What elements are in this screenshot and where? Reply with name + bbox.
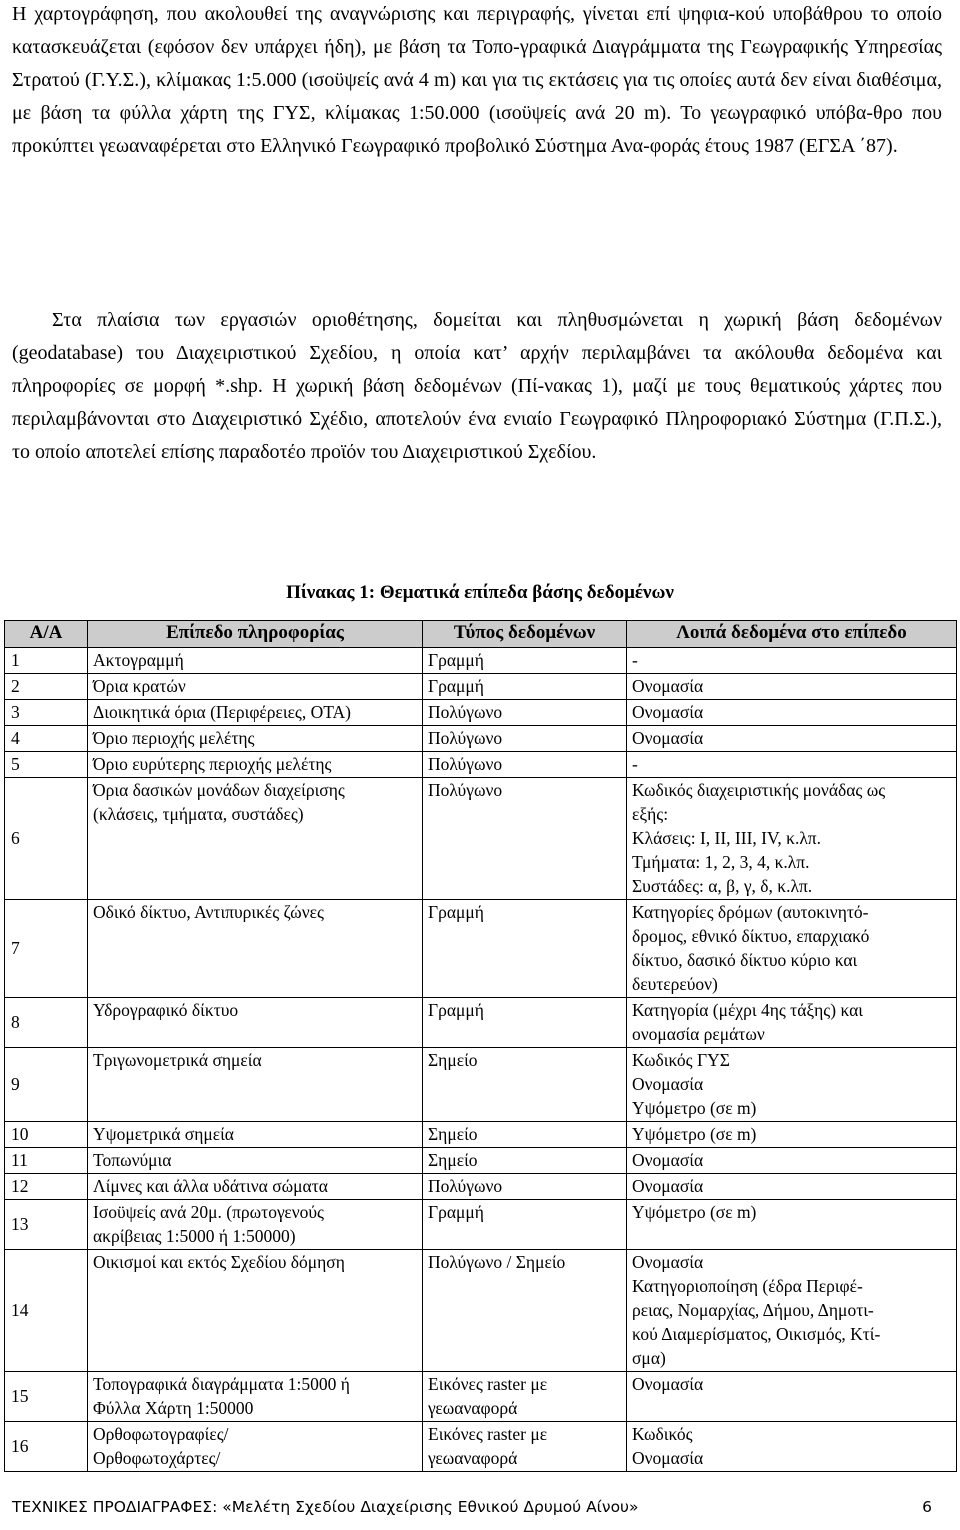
- cell-number: [5, 1148, 88, 1174]
- cell-layer: [88, 998, 423, 1048]
- cell-other-data-text: Κατηγορία (μέχρι 4ης τάξης) και ονομασία ρεμάτων: [632, 1000, 863, 1044]
- cell-layer: [88, 1200, 423, 1250]
- cell-other-data-text: Κωδικός Ονομασία: [632, 1424, 704, 1468]
- cell-layer: [88, 1048, 423, 1122]
- cell-data-type-text: Σημείο: [428, 1050, 478, 1070]
- table-row: [5, 1048, 957, 1122]
- cell-number: [5, 998, 88, 1048]
- cell-number-text: 15: [11, 1386, 29, 1406]
- cell-layer: [88, 1148, 423, 1174]
- cell-data-type: [423, 1048, 627, 1122]
- cell-number: [5, 900, 88, 998]
- table-row: [5, 1200, 957, 1250]
- cell-number: [5, 648, 88, 674]
- cell-number: [5, 726, 88, 752]
- cell-data-type: [423, 1372, 627, 1422]
- cell-layer-text: Ορθοφωτογραφίες/ Ορθοφωτοχάρτες/: [93, 1424, 229, 1468]
- cell-layer-text: Όρια δασικών μονάδων διαχείρισης (κλάσεις, τμήματα, συστάδες): [93, 780, 345, 824]
- cell-other-data: [627, 1250, 957, 1372]
- cell-data-type-text: Εικόνες raster με γεωαναφορά: [428, 1374, 548, 1418]
- cell-layer-text: Όριο περιοχής μελέτης: [93, 728, 255, 748]
- cell-data-type: [423, 1200, 627, 1250]
- cell-layer-text: Υψομετρικά σημεία: [93, 1124, 234, 1144]
- cell-other-data: [627, 726, 957, 752]
- cell-data-type-text: Πολύγωνο: [428, 702, 503, 722]
- cell-other-data-text: Κατηγορίες δρόμων (αυτοκινητό- δρομος, εθνικό δίκτυο, επαρχιακό δίκτυο, δασικό δίκτυο κύριο και δευτερεύον): [632, 902, 870, 994]
- header-aa: Α/Α: [5, 621, 88, 648]
- page-footer: [12, 1496, 932, 1518]
- cell-layer: [88, 1122, 423, 1148]
- cell-other-data: [627, 700, 957, 726]
- cell-number-text: 6: [11, 828, 20, 848]
- cell-other-data: [627, 1122, 957, 1148]
- cell-other-data-text: Ονομασία: [632, 676, 704, 696]
- table-row: [5, 1174, 957, 1200]
- cell-layer-text: Ισοϋψείς ανά 20μ. (πρωτογενούς ακρίβειας 1:5000 ή 1:50000): [93, 1202, 324, 1246]
- cell-number-text: 3: [11, 702, 20, 722]
- cell-layer-text: Όριο ευρύτερης περιοχής μελέτης: [93, 754, 332, 774]
- table-row: [5, 752, 957, 778]
- table-row: [5, 648, 957, 674]
- header-data-type: Τύπος δεδομένων: [423, 621, 627, 648]
- cell-other-data: [627, 998, 957, 1048]
- database-layers-table: [4, 620, 957, 1472]
- cell-data-type-text: Πολύγωνο: [428, 780, 503, 800]
- table-row: [5, 998, 957, 1048]
- cell-other-data-text: Ονομασία: [632, 1374, 704, 1394]
- cell-number-text: 1: [11, 650, 20, 670]
- paragraph-mapping: Η χαρτογράφηση, που ακολουθεί της αναγνώρισης και περιγραφής, γίνεται επί ψηφια-κού υποβάθρου το οποίο κατασκευάζεται (εφόσον δεν υπάρχει ήδη), με βάση τα Τοπο-γραφικά Διαγράμματα της Γεωγραφικής Υπηρεσίας Στρατού (Γ.Υ.Σ.), κλίμακας 1:5.000 (ισοϋψείς ανά 4 m) και για τις εκτάσεις για τις οποίες αυτά δεν είναι διαθέσιμα, με βάση τα φύλλα χάρτη της ΓΥΣ, κλίμακας 1:50.000 (ισοϋψείς ανά 20 m). Το γεωγραφικό υπόβα-θρο που προκύπτει γεωαναφέρεται στο Ελληνικό Γεωγραφικό προβολικό Σύστημα Ανα-φοράς έτους 1987 (ΕΓΣΑ ΄87).: [12, 3, 942, 157]
- cell-number-text: 12: [11, 1176, 29, 1196]
- cell-number: [5, 1122, 88, 1148]
- cell-other-data: [627, 648, 957, 674]
- cell-layer-text: Τοπωνύμια: [93, 1150, 172, 1170]
- cell-layer: [88, 700, 423, 726]
- cell-other-data-text: Ονομασία: [632, 728, 704, 748]
- cell-data-type: [423, 998, 627, 1048]
- cell-layer: [88, 674, 423, 700]
- cell-layer-text: Όρια κρατών: [93, 676, 186, 696]
- cell-number: [5, 1174, 88, 1200]
- cell-number-text: 2: [11, 676, 20, 696]
- cell-data-type: [423, 752, 627, 778]
- cell-data-type-text: Πολύγωνο: [428, 728, 503, 748]
- cell-number: [5, 778, 88, 900]
- cell-other-data-text: Κωδικός ΓΥΣ Ονομασία Υψόμετρο (σε m): [632, 1050, 757, 1118]
- table-body: [5, 648, 957, 1472]
- cell-number: [5, 1200, 88, 1250]
- footer-title: ΤΕΧΝΙΚΕΣ ΠΡΟΔΙΑΓΡΑΦΕΣ: «Μελέτη Σχεδίου Διαχείρισης Εθνικού Δρυμού Αίνου»: [12, 1498, 639, 1516]
- cell-other-data-text: Ονομασία: [632, 702, 704, 722]
- cell-data-type: [423, 648, 627, 674]
- cell-layer: [88, 1174, 423, 1200]
- cell-number: [5, 752, 88, 778]
- cell-data-type: [423, 726, 627, 752]
- cell-other-data: [627, 1200, 957, 1250]
- cell-other-data-text: Υψόμετρο (σε m): [632, 1202, 757, 1222]
- header-layer: Επίπεδο πληροφορίας: [88, 621, 423, 648]
- cell-other-data: [627, 752, 957, 778]
- cell-other-data-text: Υψόμετρο (σε m): [632, 1124, 757, 1144]
- page-number: 6: [922, 1498, 932, 1516]
- cell-layer: [88, 648, 423, 674]
- cell-layer-text: Τριγωνομετρικά σημεία: [93, 1050, 262, 1070]
- cell-layer-text: Οδικό δίκτυο, Αντιπυρικές ζώνες: [93, 902, 324, 922]
- cell-other-data-text: -: [632, 650, 638, 670]
- cell-other-data-text: -: [632, 754, 638, 774]
- cell-number: [5, 700, 88, 726]
- table-caption: Πίνακας 1: Θεματικά επίπεδα βάσης δεδομένων: [286, 582, 674, 603]
- cell-layer-text: Διοικητικά όρια (Περιφέρειες, ΟΤΑ): [93, 702, 351, 722]
- cell-data-type: [423, 700, 627, 726]
- cell-data-type-text: Γραμμή: [428, 902, 484, 922]
- table-row: [5, 1372, 957, 1422]
- cell-other-data-text: Ονομασία Κατηγοριοποίηση (έδρα Περιφέ- ρειας, Νομαρχίας, Δήμου, Δημοτι- κού Διαμερίσματος, Οικισμός, Κτί- σμα): [632, 1252, 881, 1368]
- cell-other-data: [627, 1174, 957, 1200]
- header-other-data: Λοιπά δεδομένα στο επίπεδο: [627, 621, 957, 648]
- cell-number-text: 5: [11, 754, 20, 774]
- cell-other-data: [627, 778, 957, 900]
- cell-data-type-text: Γραμμή: [428, 1202, 484, 1222]
- table-row: [5, 1422, 957, 1472]
- cell-number-text: 8: [11, 1012, 20, 1032]
- cell-number-text: 10: [11, 1124, 29, 1144]
- cell-data-type: [423, 900, 627, 998]
- table-row: [5, 1122, 957, 1148]
- cell-number: [5, 1422, 88, 1472]
- cell-data-type-text: Εικόνες raster με γεωαναφορά: [428, 1424, 548, 1468]
- cell-layer: [88, 778, 423, 900]
- cell-number: [5, 1250, 88, 1372]
- cell-other-data: [627, 1148, 957, 1174]
- cell-layer-text: Οικισμοί και εκτός Σχεδίου δόμηση: [93, 1252, 345, 1272]
- cell-data-type-text: Σημείο: [428, 1124, 478, 1144]
- table-row: [5, 900, 957, 998]
- cell-other-data: [627, 1372, 957, 1422]
- cell-data-type: [423, 1122, 627, 1148]
- cell-number: [5, 674, 88, 700]
- cell-number: [5, 1048, 88, 1122]
- cell-data-type: [423, 1148, 627, 1174]
- table-row: [5, 700, 957, 726]
- cell-layer-text: Τοπογραφικά διαγράμματα 1:5000 ή Φύλλα Χάρτη 1:50000: [93, 1374, 350, 1418]
- cell-data-type: [423, 674, 627, 700]
- cell-number-text: 11: [11, 1150, 28, 1170]
- table-header-row: [5, 621, 957, 648]
- cell-data-type: [423, 1174, 627, 1200]
- cell-data-type-text: Γραμμή: [428, 650, 484, 670]
- cell-layer: [88, 900, 423, 998]
- cell-number-text: 16: [11, 1436, 29, 1456]
- cell-data-type-text: Γραμμή: [428, 1000, 484, 1020]
- cell-other-data-text: Ονομασία: [632, 1176, 704, 1196]
- table-row: [5, 778, 957, 900]
- cell-other-data: [627, 674, 957, 700]
- cell-number-text: 9: [11, 1074, 20, 1094]
- cell-number-text: 4: [11, 728, 20, 748]
- cell-layer: [88, 726, 423, 752]
- cell-number-text: 13: [11, 1214, 29, 1234]
- cell-data-type: [423, 778, 627, 900]
- cell-data-type-text: Πολύγωνο / Σημείο: [428, 1252, 566, 1272]
- paragraph-geodatabase: Στα πλαίσια των εργασιών οριοθέτησης, δομείται και πληθυσμώνεται η χωρική βάση δεδομένων (geodatabase) του Διαχειριστικού Σχεδίου, η οποία κατ’ αρχήν περιλαμβάνει τα ακόλουθα δεδομένα και πληροφορίες σε μορφή *.shp. Η χωρική βάση δεδομένων (Πί-νακας 1), μαζί με τους θεματικούς χάρτες που περιλαμβάνονται στο Διαχειριστικό Σχέδιο, αποτελούν ένα ενιαίο Γεωγραφικό Πληροφοριακό Σύστημα (Γ.Π.Σ.), το οποίο αποτελεί επίσης παραδοτέο προϊόν του Διαχειριστικού Σχεδίου.: [12, 309, 942, 463]
- cell-layer: [88, 1422, 423, 1472]
- cell-layer: [88, 752, 423, 778]
- cell-other-data: [627, 1422, 957, 1472]
- cell-number-text: 7: [11, 938, 20, 958]
- cell-other-data-text: Κωδικός διαχειριστικής μονάδας ως εξής: Κλάσεις: Ι, ΙΙ, ΙΙΙ, ΙV, κ.λπ. Τμήματα: 1, 2, 3, 4, κ.λπ. Συστάδες: α, β, γ, δ, κ.λπ.: [632, 780, 886, 896]
- cell-layer-text: Ακτογραμμή: [93, 650, 184, 670]
- cell-data-type-text: Πολύγωνο: [428, 1176, 503, 1196]
- cell-data-type-text: Σημείο: [428, 1150, 478, 1170]
- cell-data-type-text: Γραμμή: [428, 676, 484, 696]
- table-row: [5, 674, 957, 700]
- cell-layer-text: Λίμνες και άλλα υδάτινα σώματα: [93, 1176, 328, 1196]
- cell-data-type: [423, 1422, 627, 1472]
- cell-other-data-text: Ονομασία: [632, 1150, 704, 1170]
- table-row: [5, 1148, 957, 1174]
- cell-data-type-text: Πολύγωνο: [428, 754, 503, 774]
- cell-data-type: [423, 1250, 627, 1372]
- cell-layer: [88, 1372, 423, 1422]
- cell-other-data: [627, 900, 957, 998]
- table-row: [5, 1250, 957, 1372]
- cell-other-data: [627, 1048, 957, 1122]
- cell-layer-text: Υδρογραφικό δίκτυο: [93, 1000, 239, 1020]
- cell-layer: [88, 1250, 423, 1372]
- cell-number: [5, 1372, 88, 1422]
- table-row: [5, 726, 957, 752]
- cell-number-text: 14: [11, 1300, 29, 1320]
